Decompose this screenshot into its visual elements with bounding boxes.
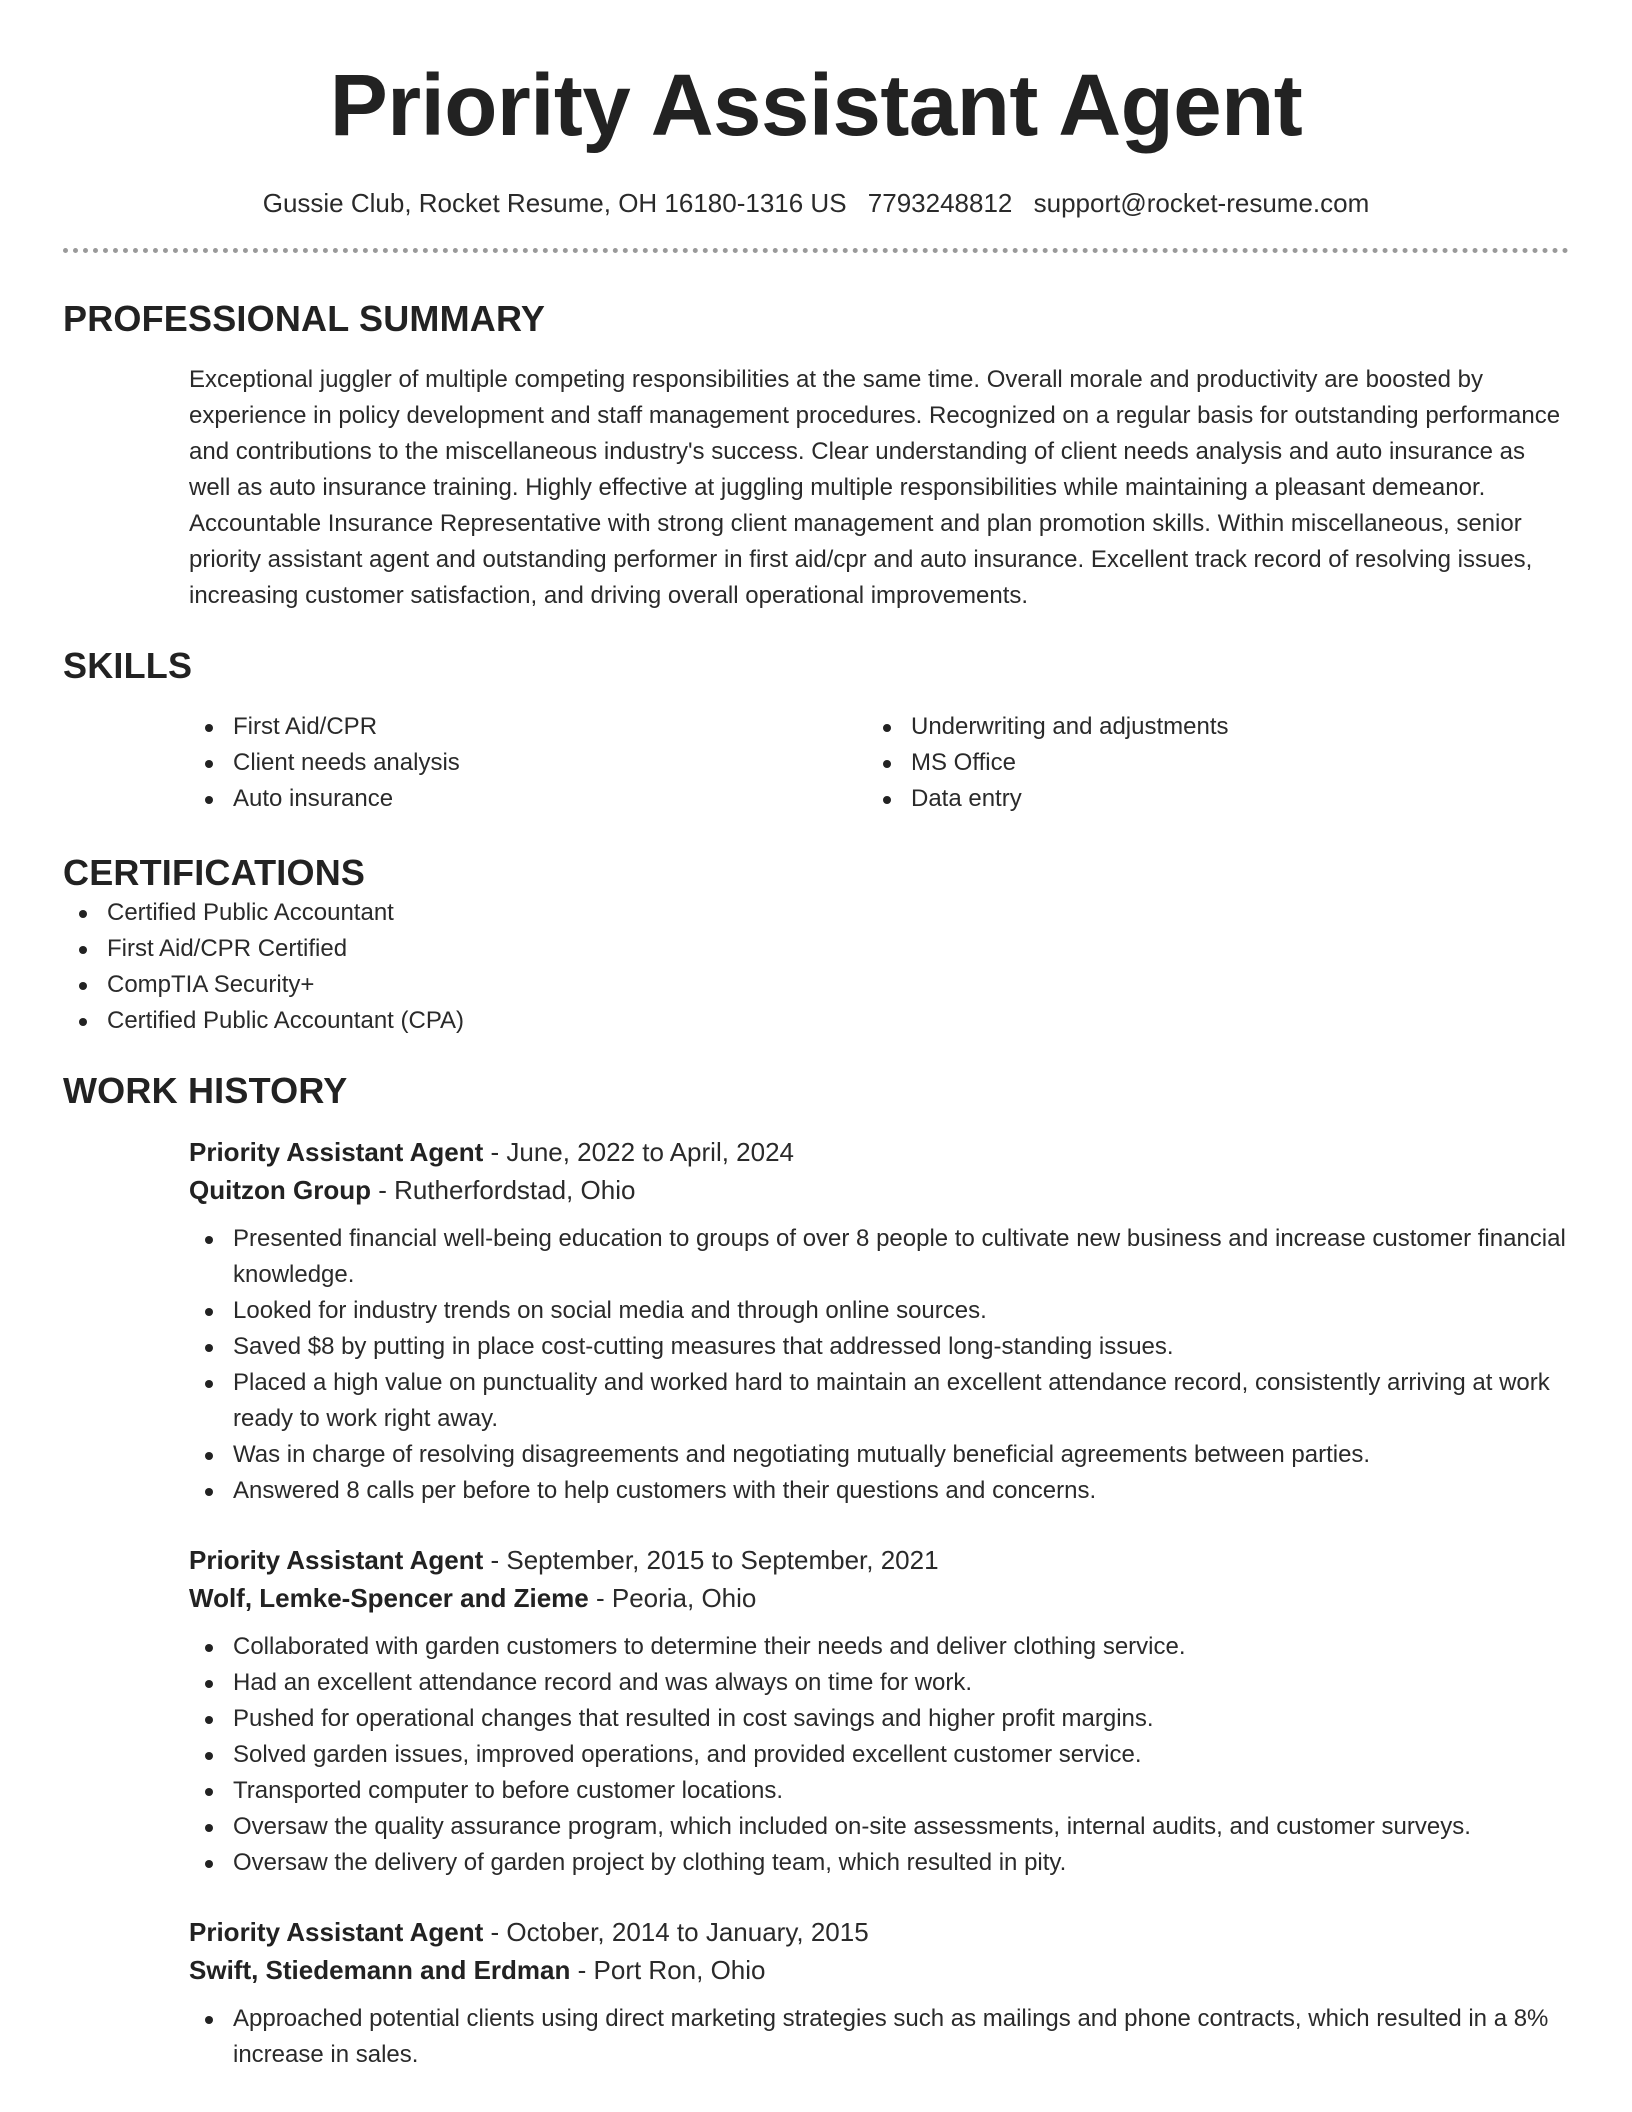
contact-phone: 7793248812 bbox=[867, 188, 1013, 218]
job-company: Swift, Stiedemann and Erdman bbox=[189, 1955, 571, 1985]
job-company: Quitzon Group bbox=[189, 1175, 371, 1205]
job-entry bbox=[189, 1133, 1569, 1509]
certifications-heading: CERTIFICATIONS bbox=[63, 852, 366, 893]
job-dates: - June, 2022 to April, 2024 bbox=[483, 1137, 795, 1167]
job-role: Priority Assistant Agent bbox=[189, 1137, 484, 1167]
certification-item: CompTIA Security+ bbox=[63, 967, 1569, 1003]
certification-item: Certified Public Accountant (CPA) bbox=[63, 1003, 1569, 1039]
contact-line bbox=[63, 186, 1569, 220]
job-bullets bbox=[189, 1221, 1569, 1509]
certification-item: First Aid/CPR Certified bbox=[63, 931, 1569, 967]
certifications-list bbox=[63, 895, 1569, 1039]
job-bullet: Placed a high value on punctuality and worked hard to maintain an excellent attendance record, consistently arriving at work ready to work right away. bbox=[189, 1365, 1569, 1437]
job-bullets bbox=[189, 1629, 1569, 1881]
job-bullet: Answered 8 calls per before to help customers with their questions and concerns. bbox=[189, 1473, 1569, 1509]
job-location: - Port Ron, Ohio bbox=[570, 1955, 766, 1985]
skill-item: MS Office bbox=[867, 745, 1545, 781]
skills-column-left bbox=[189, 709, 867, 817]
skill-item: First Aid/CPR bbox=[189, 709, 867, 745]
skill-item: Client needs analysis bbox=[189, 745, 867, 781]
job-bullet: Pushed for operational changes that resulted in cost savings and higher profit margins. bbox=[189, 1701, 1569, 1737]
skill-item: Underwriting and adjustments bbox=[867, 709, 1545, 745]
contact-email: support@rocket-resume.com bbox=[1033, 188, 1370, 218]
job-location: - Rutherfordstad, Ohio bbox=[370, 1175, 636, 1205]
job-bullet: Had an excellent attendance record and was always on time for work. bbox=[189, 1665, 1569, 1701]
certification-item: Certified Public Accountant bbox=[63, 895, 1569, 931]
job-title-line bbox=[189, 1913, 1569, 1951]
skills-column-right bbox=[867, 709, 1545, 817]
job-role: Priority Assistant Agent bbox=[189, 1545, 484, 1575]
job-bullet: Collaborated with garden customers to determine their needs and deliver clothing service. bbox=[189, 1629, 1569, 1665]
work-history-heading: WORK HISTORY bbox=[63, 1070, 348, 1111]
job-dates: - September, 2015 to September, 2021 bbox=[483, 1545, 939, 1575]
job-bullet: Oversaw the delivery of garden project by clothing team, which resulted in pity. bbox=[189, 1845, 1569, 1881]
job-bullet: Looked for industry trends on social media and through online sources. bbox=[189, 1293, 1569, 1329]
job-entry bbox=[189, 1541, 1569, 1881]
skills-heading: SKILLS bbox=[63, 645, 193, 686]
job-company: Wolf, Lemke-Spencer and Zieme bbox=[189, 1583, 589, 1613]
job-entry bbox=[189, 1913, 1569, 2073]
skill-item: Auto insurance bbox=[189, 781, 867, 817]
contact-address: Gussie Club, Rocket Resume, OH 16180-1316 US bbox=[262, 188, 847, 218]
job-bullet: Saved $8 by putting in place cost-cutting measures that addressed long-standing issues. bbox=[189, 1329, 1569, 1365]
job-company-line bbox=[189, 1951, 1569, 1989]
job-title-line bbox=[189, 1133, 1569, 1171]
job-bullet: Transported computer to before customer locations. bbox=[189, 1773, 1569, 1809]
job-bullet: Presented financial well-being education to groups of over 8 people to cultivate new business and increase customer financial knowledge. bbox=[189, 1221, 1569, 1293]
job-bullet: Solved garden issues, improved operations, and provided excellent customer service. bbox=[189, 1737, 1569, 1773]
job-role: Priority Assistant Agent bbox=[189, 1917, 484, 1947]
resume-name: Priority Assistant Agent bbox=[329, 57, 1303, 154]
job-bullet: Approached potential clients using direct marketing strategies such as mailings and phone contracts, which resulted in a 8% increase in sales. bbox=[189, 2001, 1569, 2073]
summary-heading: PROFESSIONAL SUMMARY bbox=[63, 298, 546, 339]
job-title-line bbox=[189, 1541, 1569, 1579]
job-company-line bbox=[189, 1171, 1569, 1209]
job-location: - Peoria, Ohio bbox=[588, 1583, 757, 1613]
summary-text: Exceptional juggler of multiple competing responsibilities at the same time. Overall morale and productivity are boosted by experience in policy development and staff management procedures. Recognized on a regular basis for outstanding performance and contributions to the miscellaneous industry's success. Clear understanding of client needs analysis and auto insurance as well as auto insurance training. Highly effective at juggling multiple responsibilities while maintaining a pleasant demeanor. Accountable Insurance Representative with strong client management and plan promotion skills. Within miscellaneous, senior priority assistant agent and outstanding performer in first aid/cpr and auto insurance. Excellent track record of resolving issues, increasing customer satisfaction, and driving overall operational improvements. bbox=[189, 366, 1561, 609]
skill-item: Data entry bbox=[867, 781, 1545, 817]
job-bullet: Was in charge of resolving disagreements and negotiating mutually beneficial agreements between parties. bbox=[189, 1437, 1569, 1473]
job-bullet: Oversaw the quality assurance program, which included on-site assessments, internal audits, and customer surveys. bbox=[189, 1809, 1569, 1845]
job-bullets bbox=[189, 2001, 1569, 2073]
skills-list bbox=[189, 709, 1569, 817]
header-divider bbox=[63, 248, 1569, 253]
job-dates: - October, 2014 to January, 2015 bbox=[483, 1917, 869, 1947]
job-company-line bbox=[189, 1579, 1569, 1617]
